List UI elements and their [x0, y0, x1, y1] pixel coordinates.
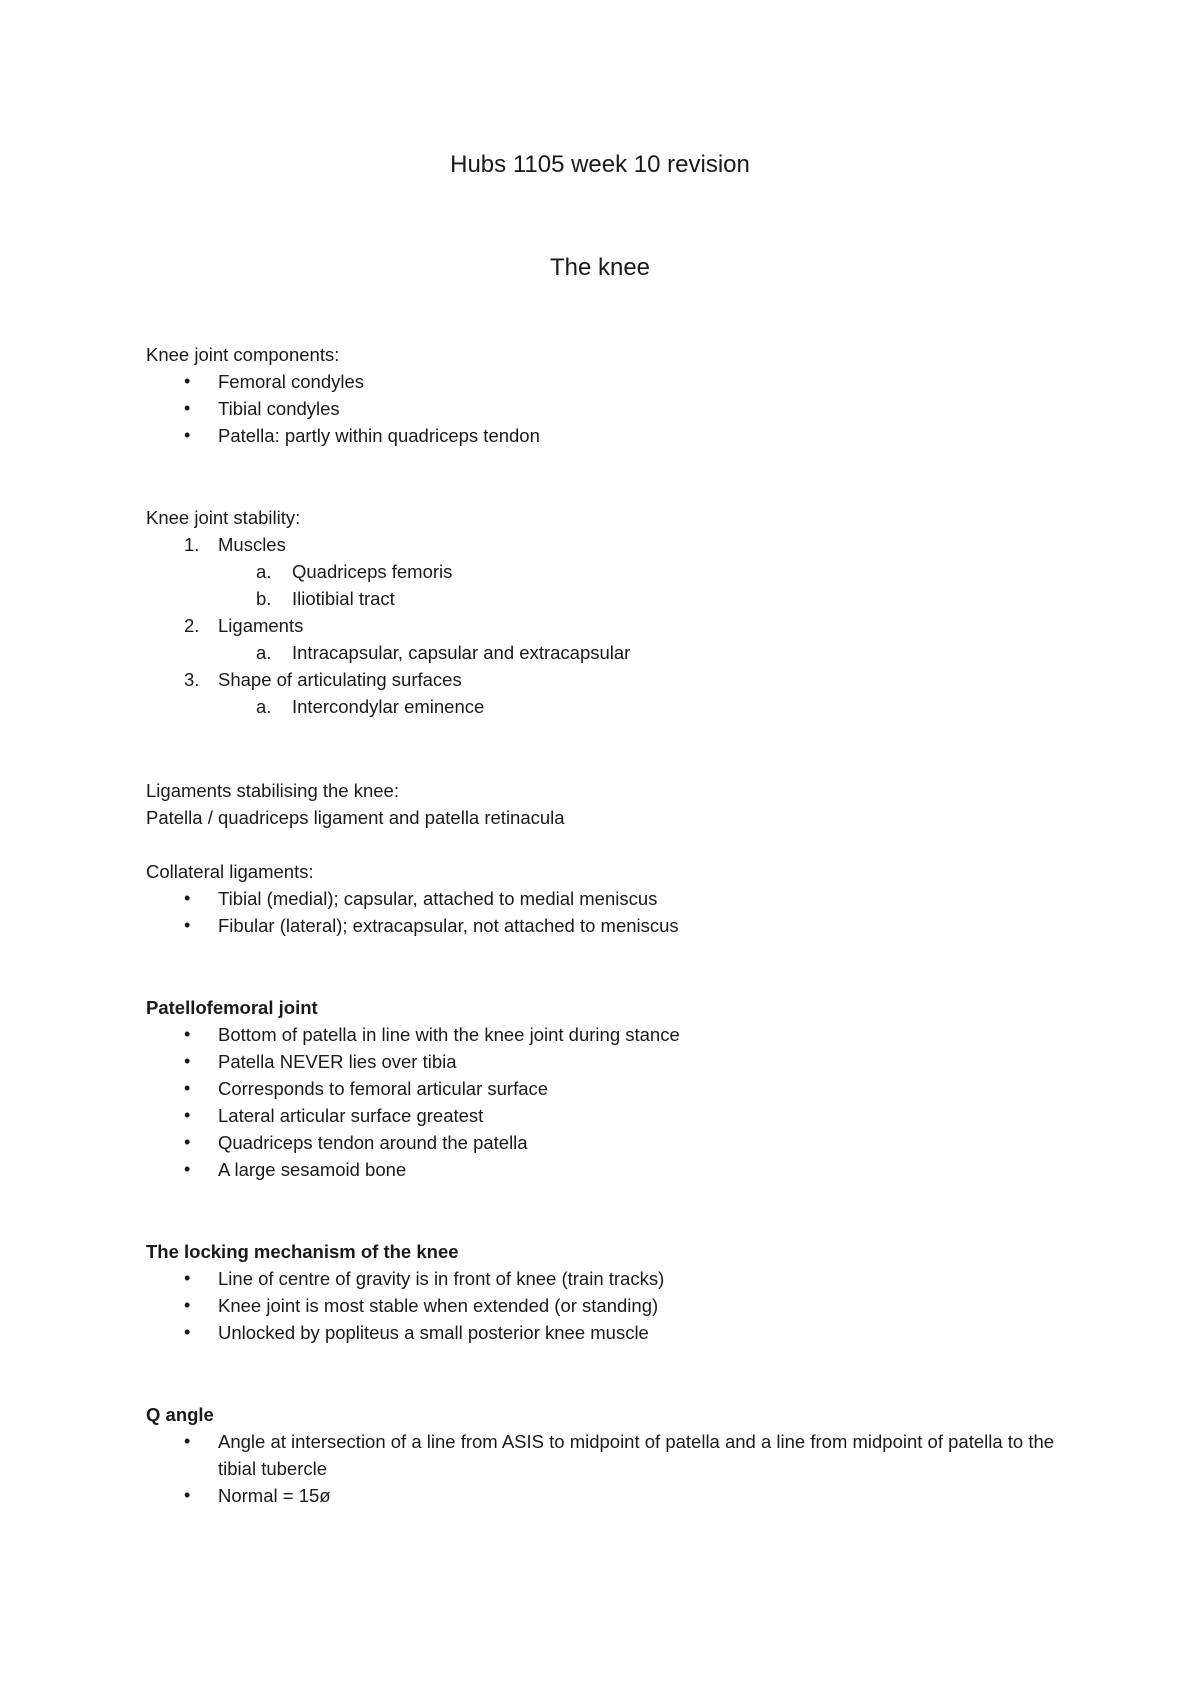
list-item: • Tibial condyles: [146, 395, 1086, 422]
list-marker: a.: [256, 561, 272, 582]
qangle-heading: Q angle: [146, 1404, 214, 1425]
components-list: [146, 368, 1086, 449]
bullet-icon: •: [184, 1051, 191, 1071]
ligaments-heading: Ligaments stabilising the knee:: [146, 780, 399, 801]
bullet-icon: •: [184, 425, 191, 445]
collateral-list: [146, 885, 1086, 939]
list-marker: a.: [256, 696, 272, 717]
list-item: a. Intercondylar eminence: [146, 693, 1086, 720]
bullet-icon: •: [184, 1485, 191, 1505]
bullet-icon: •: [184, 1431, 191, 1451]
bullet-icon: •: [184, 888, 191, 908]
bullet-icon: •: [184, 1024, 191, 1044]
list-item: • Angle at intersection of a line from ASIS to midpoint of patella and a line from midpoint of patella to the tibial tubercle: [146, 1428, 1066, 1482]
list-item: • Patella: partly within quadriceps tendon: [146, 422, 1086, 449]
bullet-icon: •: [184, 1295, 191, 1315]
locking-heading: The locking mechanism of the knee: [146, 1241, 459, 1262]
list-item: • Line of centre of gravity is in front of knee (train tracks): [146, 1265, 1086, 1292]
qangle-list: [146, 1428, 1066, 1509]
list-item: • Tibial (medial); capsular, attached to medial meniscus: [146, 885, 1086, 912]
bullet-icon: •: [184, 398, 191, 418]
list-item: • Bottom of patella in line with the knee joint during stance: [146, 1021, 1086, 1048]
list-item: b. Iliotibial tract: [146, 585, 1086, 612]
list-item: • Quadriceps tendon around the patella: [146, 1129, 1086, 1156]
list-item: • Fibular (lateral); extracapsular, not attached to meniscus: [146, 912, 1086, 939]
list-item: 1. Muscles: [146, 531, 1086, 558]
list-marker: a.: [256, 642, 272, 663]
list-item: • A large sesamoid bone: [146, 1156, 1086, 1183]
list-marker: 2.: [184, 615, 200, 636]
stability-heading: Knee joint stability:: [146, 507, 301, 528]
bullet-icon: •: [184, 1159, 191, 1179]
list-item: • Normal = 15ø: [146, 1482, 1066, 1509]
list-item: • Lateral articular surface greatest: [146, 1102, 1086, 1129]
patellofemoral-heading: Patellofemoral joint: [146, 997, 318, 1018]
list-marker: 3.: [184, 669, 200, 690]
list-item: • Femoral condyles: [146, 368, 1086, 395]
document-title: Hubs 1105 week 10 revision: [450, 151, 750, 178]
bullet-icon: •: [184, 1105, 191, 1125]
locking-list: [146, 1265, 1086, 1346]
list-item: 2. Ligaments: [146, 612, 1086, 639]
bullet-icon: •: [184, 915, 191, 935]
bullet-icon: •: [184, 1322, 191, 1342]
list-marker: 1.: [184, 534, 200, 555]
components-heading: Knee joint components:: [146, 344, 340, 365]
bullet-icon: •: [184, 1268, 191, 1288]
bullet-icon: •: [184, 1078, 191, 1098]
bullet-icon: •: [184, 1132, 191, 1152]
list-item: • Corresponds to femoral articular surface: [146, 1075, 1086, 1102]
list-item: 3. Shape of articulating surfaces: [146, 666, 1086, 693]
list-item: a. Quadriceps femoris: [146, 558, 1086, 585]
ligaments-line: Patella / quadriceps ligament and patella retinacula: [146, 807, 565, 828]
document-subtitle: The knee: [549, 254, 651, 281]
list-marker: b.: [256, 588, 272, 609]
bullet-icon: •: [184, 371, 191, 391]
stability-list: [146, 531, 1086, 720]
collateral-heading: Collateral ligaments:: [146, 861, 314, 882]
list-item: a. Intracapsular, capsular and extracapsular: [146, 639, 1086, 666]
list-item: • Patella NEVER lies over tibia: [146, 1048, 1086, 1075]
list-item: • Unlocked by popliteus a small posterior knee muscle: [146, 1319, 1086, 1346]
list-item: • Knee joint is most stable when extended (or standing): [146, 1292, 1086, 1319]
patellofemoral-list: [146, 1021, 1086, 1183]
